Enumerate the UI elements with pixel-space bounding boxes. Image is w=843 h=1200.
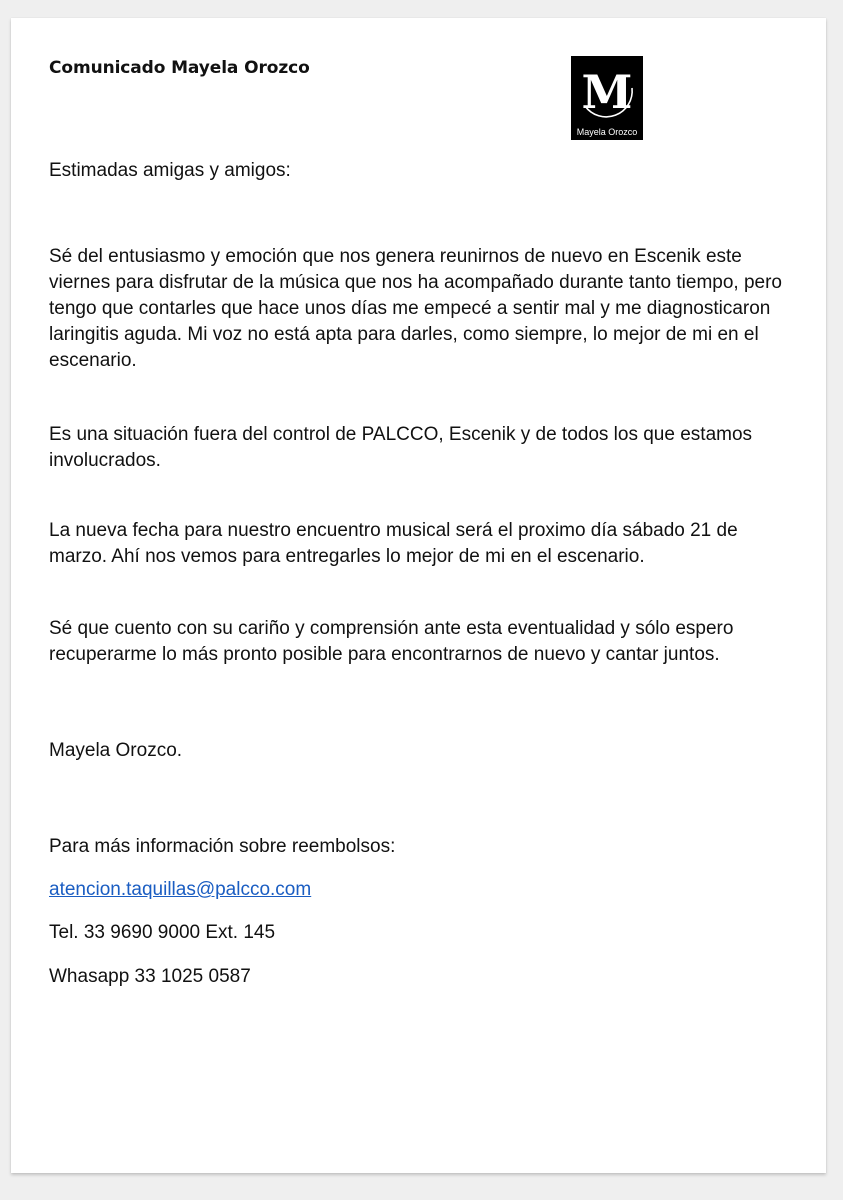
greeting: Estimadas amigas y amigos: xyxy=(49,160,291,181)
refund-phone: Tel. 33 9690 9000 Ext. 145 xyxy=(49,922,276,943)
document-page xyxy=(11,18,826,1173)
mayela-orozco-logo xyxy=(571,56,643,140)
paragraph-illness: Sé del entusiasmo y emoción que nos genera reunirnos de nuevo en Escenik este viernes para disfrutar de la música que nos ha acompañado durante tanto tiempo, pero tengo que contarles que hace unos días me empecé a sentir mal y me diagnosticaron laringitis aguda. Mi voz no está apta para darles, como siempre, lo mejor de mi en el escenario. xyxy=(49,246,783,371)
refund-email-line xyxy=(49,877,789,903)
paragraph-gratitude: Sé que cuento con su cariño y comprensión ante esta eventualidad y sólo espero recuperarme lo más pronto posible para encontrarnos de nuevo y cantar juntos. xyxy=(49,618,734,665)
paragraph-control: Es una situación fuera del control de PALCCO, Escenik y de todos los que estamos involucrados. xyxy=(49,424,753,471)
logo-caption: Mayela Orozco xyxy=(576,127,638,137)
document-title: Comunicado Mayela Orozco xyxy=(49,58,310,78)
paragraph-new-date: La nueva fecha para nuestro encuentro musical será el proximo día sábado 21 de marzo. Ahí nos vemos para entregarles lo mejor de mi en el escenario. xyxy=(49,520,738,567)
signature: Mayela Orozco. xyxy=(49,740,183,761)
refund-email-link[interactable]: atencion.taquillas@palcco.com xyxy=(49,879,312,900)
refund-whatsapp: Whasapp 33 1025 0587 xyxy=(49,966,251,987)
refund-heading: Para más información sobre reembolsos: xyxy=(49,836,396,857)
logo-letter: M xyxy=(581,65,633,119)
